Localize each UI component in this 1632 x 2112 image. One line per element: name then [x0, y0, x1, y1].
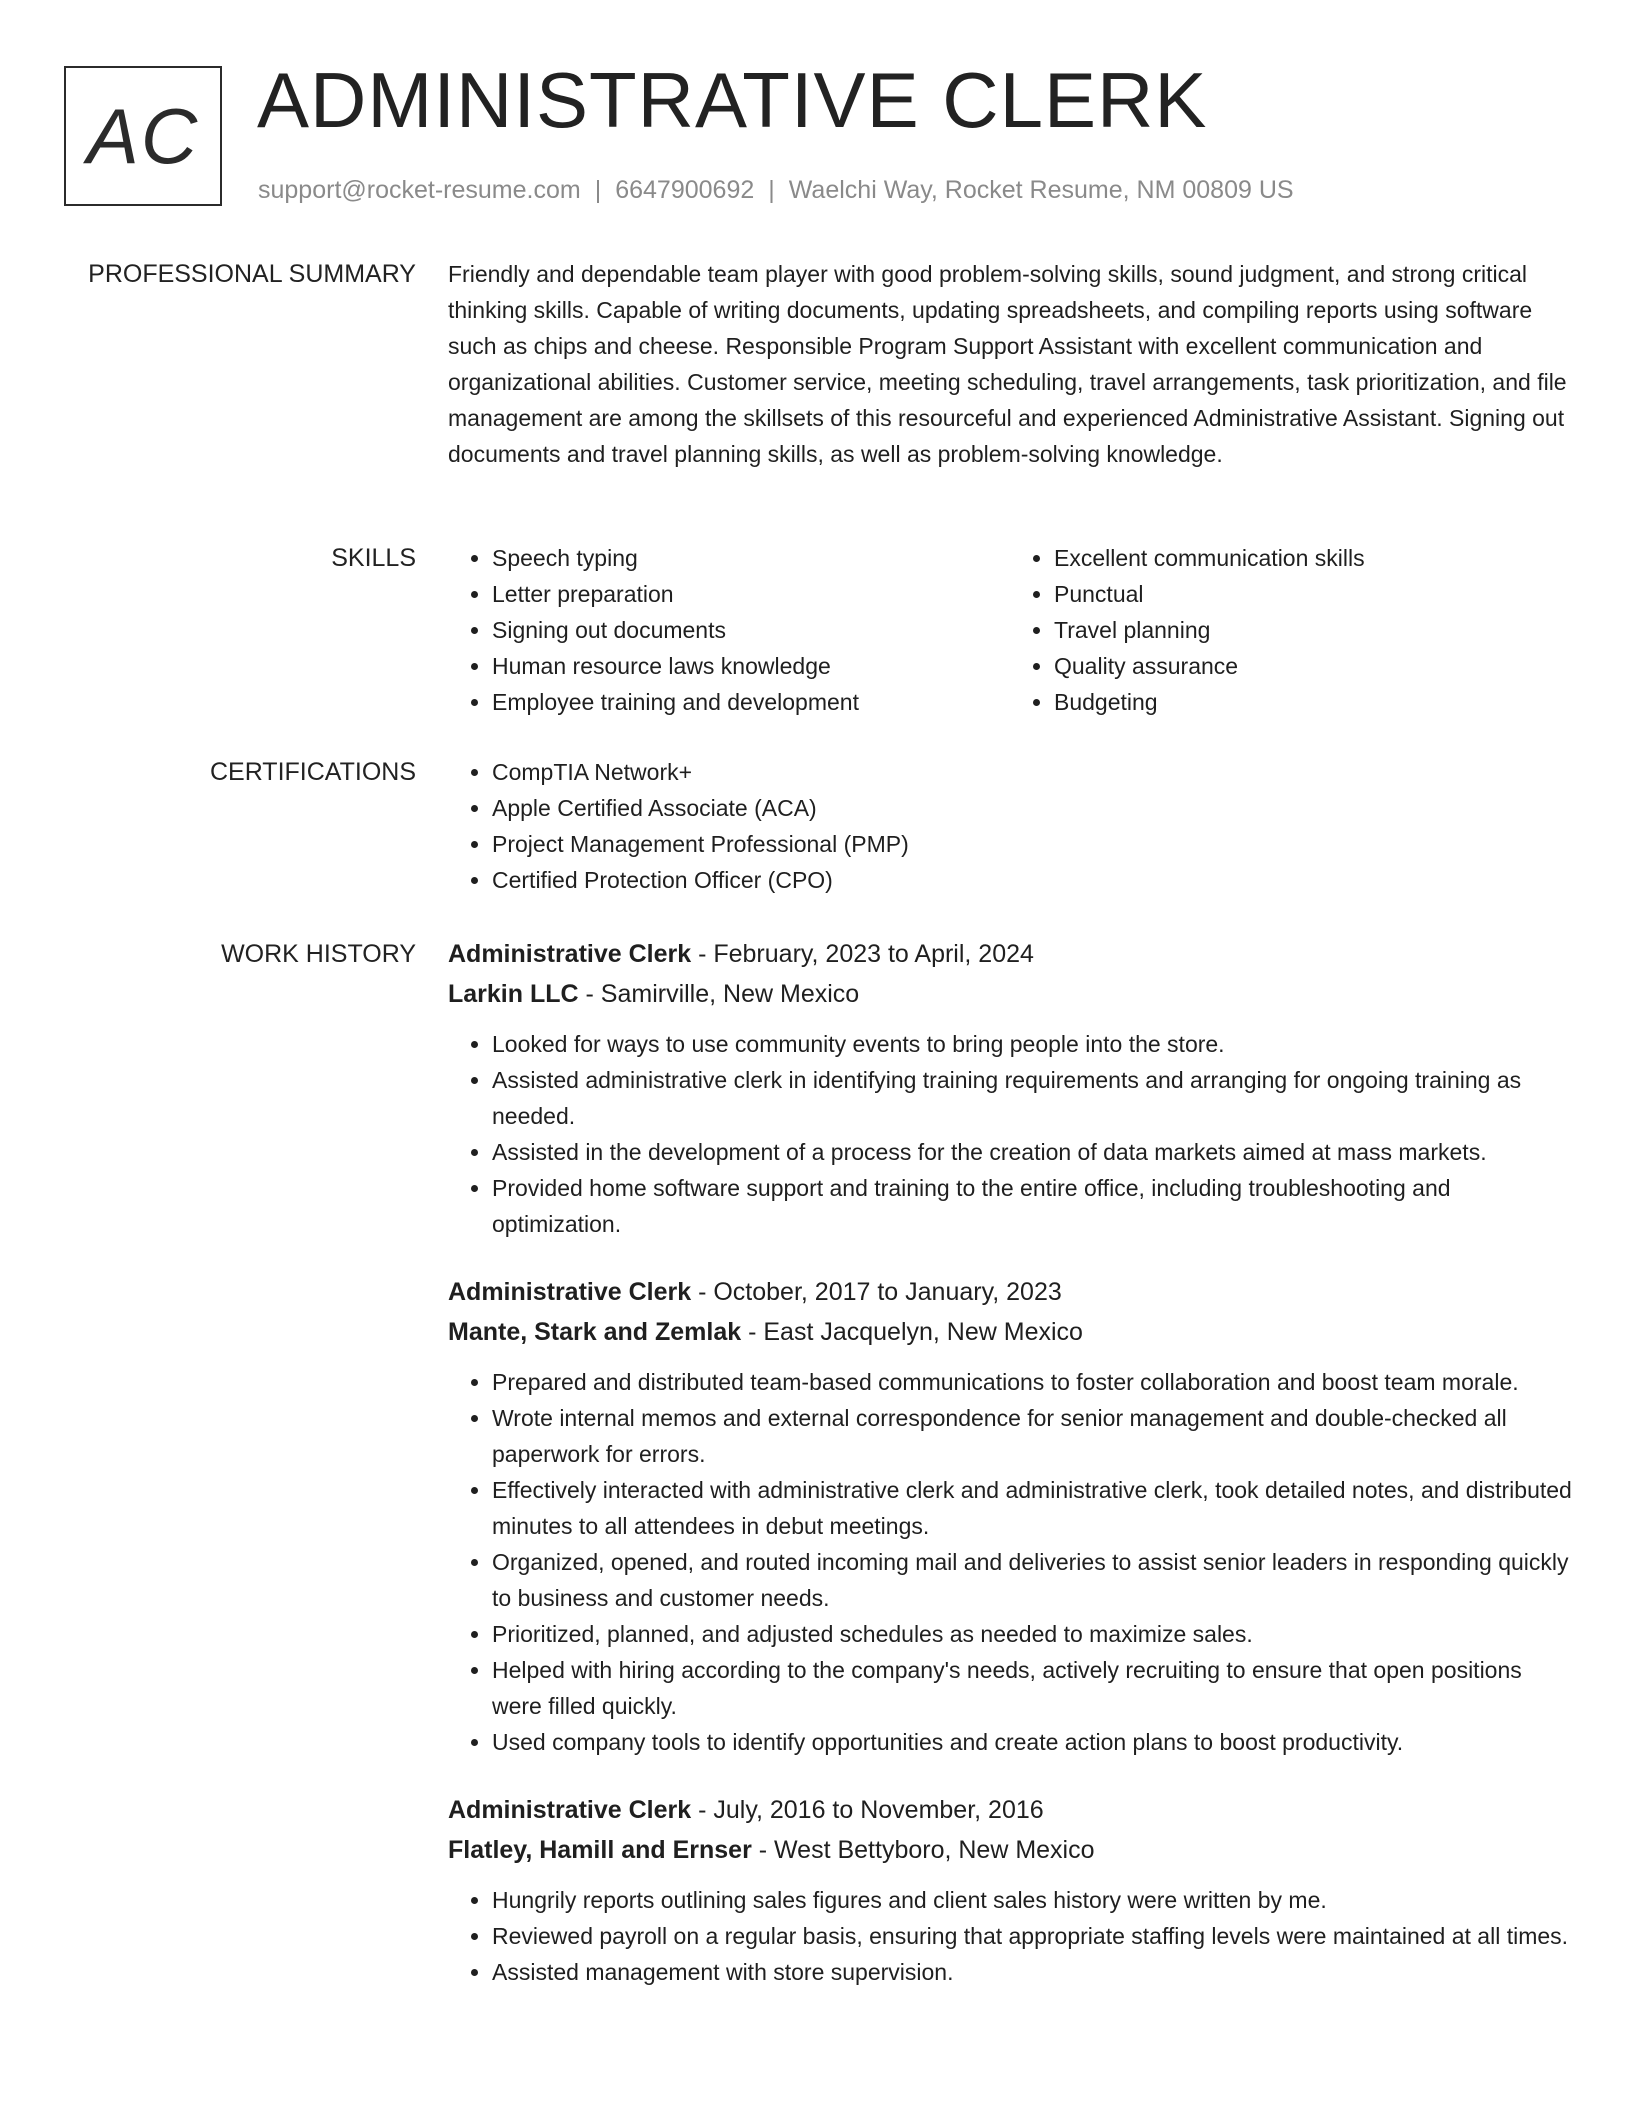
work-history-body [448, 934, 1572, 1990]
job-bullet: • Organized, opened, and routed incoming mail and deliveries to assist senior leaders in responding quickly to business and customer needs. [492, 1544, 1572, 1616]
contact-phone: 6647900692 [615, 176, 755, 204]
skill-item: • Signing out documents [492, 612, 1010, 648]
certifications-list [448, 754, 1572, 898]
job-location: - East Jacquelyn, New Mexico [741, 1318, 1083, 1346]
skill-item: • Employee training and development [492, 684, 1010, 720]
job-bullet: • Hungrily reports outlining sales figures and client sales history were written by me. [492, 1882, 1572, 1918]
job-entry [448, 1790, 1572, 1990]
job-location: - Samirville, New Mexico [578, 980, 860, 1008]
skills-body [448, 540, 1572, 720]
contact-line [258, 176, 1294, 205]
skill-item: • Human resource laws knowledge [492, 648, 1010, 684]
skill-item: • Speech typing [492, 540, 1010, 576]
summary-text: Friendly and dependable team player with good problem-solving skills, sound judgment, and strong critical thinking skills. Capable of writing documents, updating spreadsheets, and compiling reports using software such as chips and cheese. Responsible Program Support Assistant with excellent communication and organizational abilities. Customer service, meeting scheduling, travel arrangements, task prioritization, and file management are among the skillsets of this resourceful and experienced Administrative Assistant. Signing out documents and travel planning skills, as well as problem-solving knowledge. [448, 261, 1567, 467]
job-bullet: • Provided home software support and training to the entire office, including troubleshooting and optimization. [492, 1170, 1572, 1242]
job-bullet: • Assisted in the development of a process for the creation of data markets aimed at mass markets. [492, 1134, 1572, 1170]
certification-item: • Project Management Professional (PMP) [492, 826, 1572, 862]
skill-item: • Punctual [1054, 576, 1572, 612]
job-bullet: • Helped with hiring according to the company's needs, actively recruiting to ensure that open positions were filled quickly. [492, 1652, 1572, 1724]
job-entry [448, 1272, 1572, 1760]
job-title: Administrative Clerk [448, 1278, 692, 1306]
job-bullet: • Looked for ways to use community events to bring people into the store. [492, 1026, 1572, 1062]
job-bullets [448, 1364, 1572, 1760]
certification-item: • Apple Certified Associate (ACA) [492, 790, 1572, 826]
certifications-body [448, 754, 1572, 898]
certification-item: • CompTIA Network+ [492, 754, 1572, 790]
job-title: Administrative Clerk [448, 940, 692, 968]
job-bullets [448, 1882, 1572, 1990]
job-company: Larkin LLC [448, 980, 579, 1008]
contact-separator: | [594, 176, 602, 204]
summary-label: PROFESSIONAL SUMMARY [88, 260, 416, 288]
job-company-line [448, 974, 1572, 1014]
certification-item: • Certified Protection Officer (CPO) [492, 862, 1572, 898]
job-title-line [448, 934, 1572, 974]
job-company-line [448, 1312, 1572, 1352]
skill-item: • Travel planning [1054, 612, 1572, 648]
skill-item: • Budgeting [1054, 684, 1572, 720]
work-history-label: WORK HISTORY [221, 940, 416, 968]
job-company: Mante, Stark and Zemlak [448, 1318, 742, 1346]
job-bullet: • Prioritized, planned, and adjusted schedules as needed to maximize sales. [492, 1616, 1572, 1652]
skill-item: • Letter preparation [492, 576, 1010, 612]
job-bullet: • Used company tools to identify opportunities and create action plans to boost productivity. [492, 1724, 1572, 1760]
job-dates: - July, 2016 to November, 2016 [691, 1796, 1044, 1824]
job-company-line [448, 1830, 1572, 1870]
job-title-line [448, 1272, 1572, 1312]
job-bullet: • Effectively interacted with administrative clerk and administrative clerk, took detailed notes, and distributed minutes to all attendees in debut meetings. [492, 1472, 1572, 1544]
job-bullet: • Assisted management with store supervision. [492, 1954, 1572, 1990]
job-dates: - October, 2017 to January, 2023 [691, 1278, 1062, 1306]
job-entry [448, 934, 1572, 1242]
job-location: - West Bettyboro, New Mexico [751, 1836, 1095, 1864]
contact-address: Waelchi Way, Rocket Resume, NM 00809 US [788, 176, 1294, 204]
job-dates: - February, 2023 to April, 2024 [691, 940, 1034, 968]
resume-title: ADMINISTRATIVE CLERK [257, 56, 1208, 144]
monogram-text: AC [86, 92, 200, 180]
skills-list-left [448, 540, 1010, 720]
job-company: Flatley, Hamill and Ernser [448, 1836, 752, 1864]
job-bullet: • Reviewed payroll on a regular basis, ensuring that appropriate staffing levels were maintained at all times. [492, 1918, 1572, 1954]
skill-item: • Quality assurance [1054, 648, 1572, 684]
skills-list-right [1010, 540, 1572, 720]
job-bullet: • Assisted administrative clerk in identifying training requirements and arranging for ongoing training as needed. [492, 1062, 1572, 1134]
skill-item: • Excellent communication skills [1054, 540, 1572, 576]
job-bullet: • Wrote internal memos and external correspondence for senior management and double-checked all paperwork for errors. [492, 1400, 1572, 1472]
monogram-badge [64, 66, 222, 206]
contact-separator: | [768, 176, 775, 204]
job-title: Administrative Clerk [448, 1796, 692, 1824]
skills-label: SKILLS [331, 544, 416, 572]
certifications-label: CERTIFICATIONS [209, 758, 416, 786]
job-bullets [448, 1026, 1572, 1242]
job-bullet: • Prepared and distributed team-based communications to foster collaboration and boost team morale. [492, 1364, 1572, 1400]
job-title-line [448, 1790, 1572, 1830]
contact-email: support@rocket-resume.com [258, 176, 581, 204]
